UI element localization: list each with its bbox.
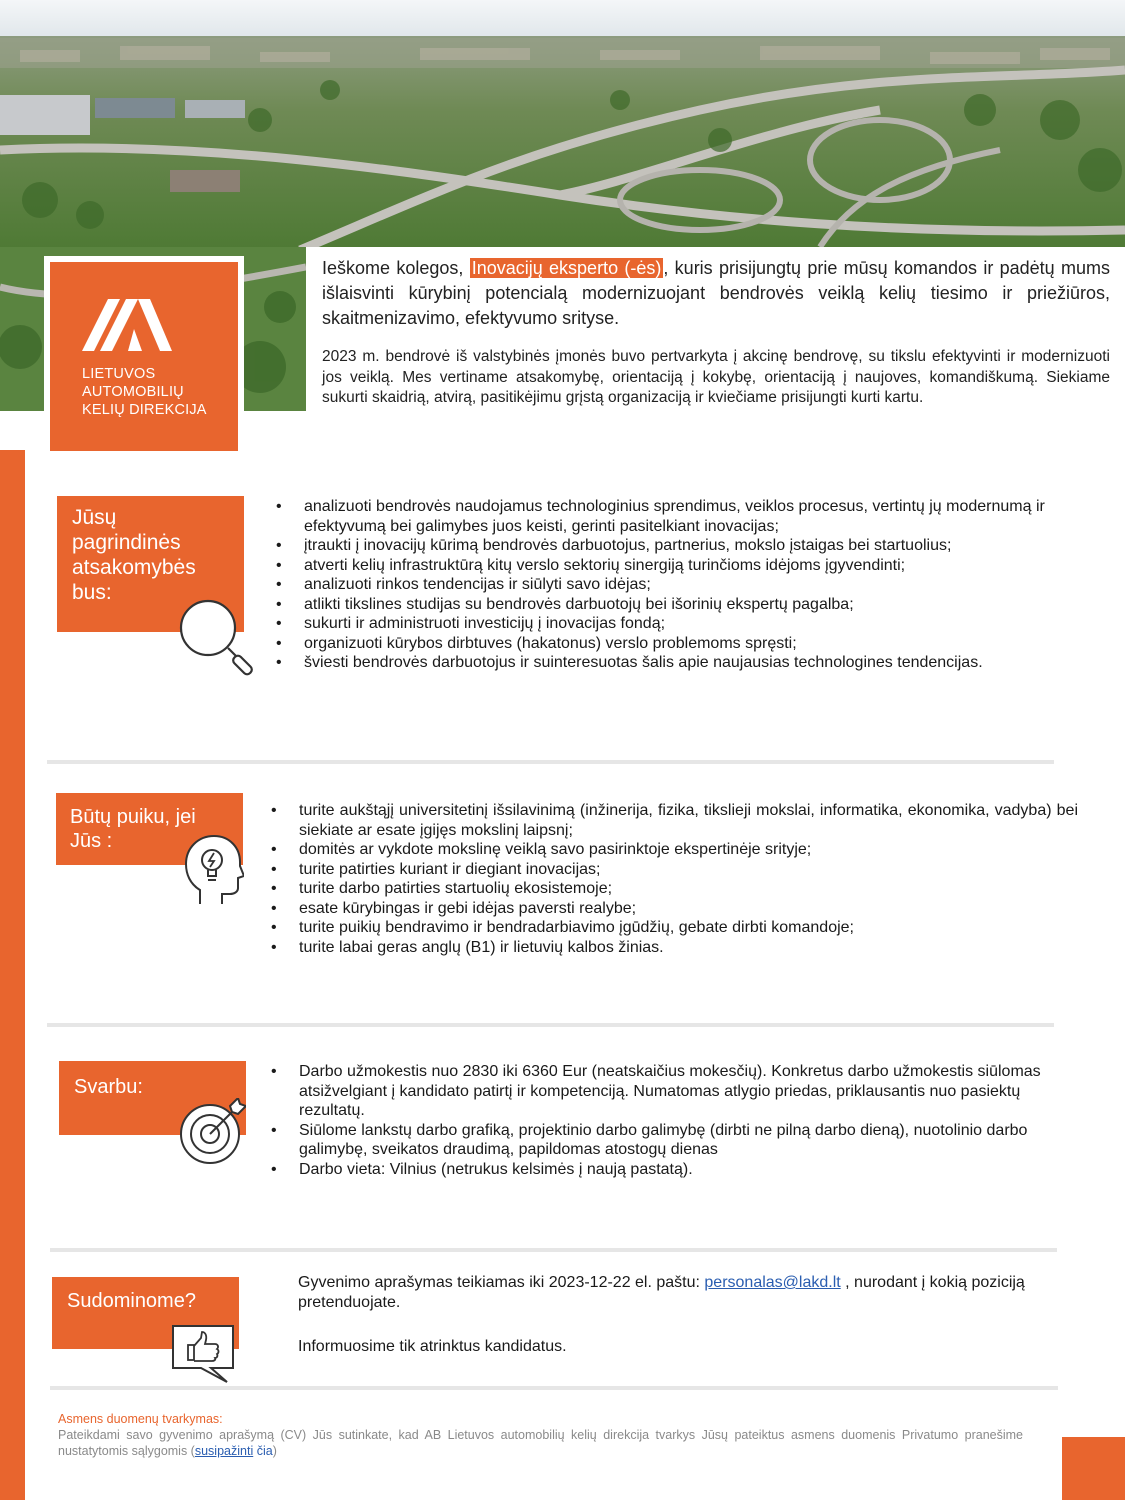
intro-text-segment: Ieškome kolegos, [322,258,470,278]
privacy-link-here[interactable]: čia [256,1444,273,1458]
target-icon [178,1098,246,1166]
list-item: • atverti kelių infrastruktūrą kitų verslo sektorių sinergiją turinčioms idėjoms įgyvendinti; [275,556,1065,576]
section-divider [50,1386,1058,1390]
apply-deadline [298,1273,1038,1313]
road-logo-icon [82,299,172,351]
privacy-text-segment: ) [272,1444,277,1458]
logo-badge [50,262,238,451]
logo-line: KELIŲ DIREKCIJA [82,402,207,418]
list-item: • atlikti tikslines studijas su bendrovės darbuotojų bei išorinių ekspertų pagalba; [275,595,1065,615]
list-item: • organizuoti kūrybos dirbtuves (hakatonus) verslo problemoms spręsti; [275,634,1065,654]
list-item: • Darbo užmokestis nuo 2830 iki 6360 Eur (neatskaičius mokesčių). Konkretus darbo užmokestis siūlomas atsižvelgiant į kandidato patirtį ir kompetenciją. Numatomas atlygio priedas, priklausantis nuo pasiektų rezultatų. [270,1062,1050,1121]
list-item: • Darbo vieta: Vilnius (netrukus kelsimės į naują pastatą). [270,1160,1050,1180]
list-item: • turite labai geras anglų (B1) ir lietuvių kalbos žinias. [270,938,1078,958]
list-item: • turite puikių bendravimo ir bendradarbiavimo įgūdžių, gebate dirbti komandoje; [270,918,1078,938]
privacy-heading: Asmens duomenų tvarkymas: [58,1412,223,1426]
company-description: 2023 m. bendrovė iš valstybinės įmonės buvo pertvarkyta į akcinę bendrovę, su tikslu efektyvinti ir modernizuoti jos veiklą. Mes vertiname atsakomybę, orientaciją į kokybę, orientaciją į naujoves, komandiškumą. Siekiame sukurti skaidrią, atvirą, pasitikėjimu grįstą organizaciją ir kviečiame prisijungti kurti kartu. [322,348,1110,406]
intro-text [322,256,1110,409]
position-title-highlight: Inovacijų eksperto (-ės) [471,258,662,278]
apply-note: Informuosime tik atrinktus kandidatus. [298,1338,567,1355]
privacy-notice [58,1411,1023,1459]
important-list [270,1062,1050,1179]
label-line: atsakomybės [72,556,196,579]
label-line: Būtų puiku, jei [70,806,196,828]
section-divider [50,1248,1057,1252]
label-line: pagrindinės [72,531,181,554]
logo-line: LIETUVOS [82,366,156,382]
duties-list [275,497,1065,673]
list-item: • esate kūrybingas ir gebi idėjas paversti realybe; [270,899,1078,919]
apply-text-segment: , nurodant į kokią poziciją pretenduojate. [298,1274,1025,1311]
intro-text-segment: , kuris prisijungtų prie mūsų komandos ir padėtų mums išlaisvinti kūrybinį potencialą modernizuojant bendrovės veiklą kelių tiesimo ir priežiūros, skaitmenizavimo, efektyvumo srityse. [322,258,1110,328]
list-item: • Siūlome lankstų darbo grafiką, projektinio darbo galimybę (dirbti ne pilną darbo dieną), nuotolinio darbo galimybę, sveikatos draudimą, papildomas atostogų dienas [270,1121,1050,1160]
company-logo [44,256,244,451]
list-item: • domitės ar vykdote mokslinę veiklą savo pasirinktoje ekspertinėje srityje; [270,840,1078,860]
list-item: • šviesti bendrovės darbuotojus ir suinteresuotas šalis apie naujausias technologines tendencijas. [275,653,1065,673]
apply-text-segment: Gyvenimo aprašymas teikiamas iki 2023-12-22 el. paštu: [298,1274,705,1291]
logo-text [82,365,207,419]
section-divider [47,1023,1054,1027]
logo-line: AUTOMOBILIŲ [82,384,184,400]
privacy-text-segment: Pateikdami savo gyvenimo aprašymą (CV) Jūs sutinkate, kad AB Lietuvos automobilių kelių direkcija tvarkys Jūsų pateiktus asmens duomenis Privatumo pranešime nustatytomis sąlygomis ( [58,1428,1023,1458]
magnifier-icon [176,596,258,678]
list-item: • analizuoti bendrovės naudojamus technologinius sprendimus, veiklos procesus, vertintų jų modernumą ir efektyvumą bei galimybes juos keisti, gerinti pasitelkiant inovacijas; [275,497,1065,536]
privacy-link[interactable]: susipažinti [194,1444,254,1458]
list-item: • turite darbo patirties startuolių ekosistemoje; [270,879,1078,899]
email-link[interactable]: personalas@lakd.lt [704,1274,841,1291]
list-item: • analizuoti rinkos tendencijas ir siūlyti savo idėjas; [275,575,1065,595]
label-line: Jūsų [72,506,117,529]
label-line: Svarbu: [74,1076,143,1098]
requirements-list [270,801,1078,957]
thumbs-up-icon [171,1324,237,1384]
apply-text [298,1273,1038,1357]
label-line: bus: [72,581,112,604]
section-divider [47,760,1054,764]
label-line: Jūs : [70,830,113,852]
list-item: • turite patirties kuriant ir diegiant inovacijas; [270,860,1078,880]
accent-corner-block [1062,1437,1125,1500]
list-item: • turite aukštąjį universitetinį išsilavinimą (inžinerija, fizika, tikslieji mokslai, informatika, ekonomika, vadyba) bei siekiate ar esate įgijęs mokslinį laipsnį; [270,801,1078,840]
label-line: Sudominome? [67,1290,196,1312]
privacy-text [58,1427,1023,1459]
list-item: • įtraukti į inovacijų kūrimą bendrovės darbuotojus, partnerius, mokslo įstaigas bei startuolius; [275,536,1065,556]
accent-side-bar [0,450,25,1500]
intro-paragraph [322,256,1110,331]
head-lightbulb-icon [184,834,244,906]
hero-photo [0,0,1125,247]
list-item: • sukurti ir administruoti investicijų į inovacijas fondą; [275,614,1065,634]
